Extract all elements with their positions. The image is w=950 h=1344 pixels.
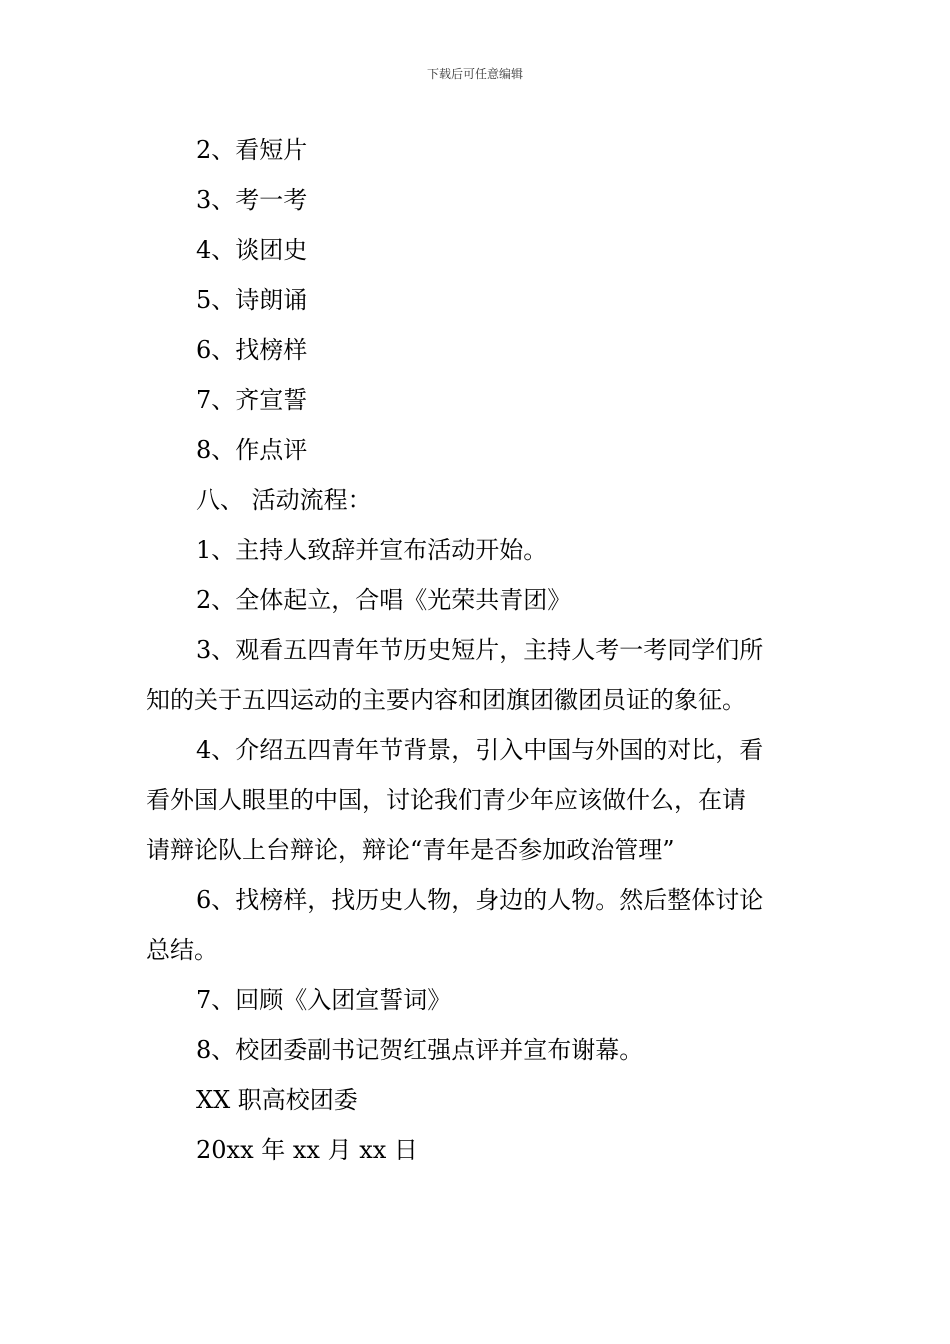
list-item: 8、作点评 [196, 436, 308, 464]
list-item: 6、找榜样 [196, 336, 308, 364]
step-7: 7、回顾《入团宣誓词》 [196, 986, 452, 1014]
list-item: 2、看短片 [196, 136, 308, 164]
step-6-line-2: 总结。 [146, 936, 218, 964]
page-header: 下载后可任意编辑 [426, 67, 523, 81]
signature-date: 20xx 年 xx 月 xx 日 [196, 1136, 418, 1164]
list-item: 7、齐宣誓 [196, 386, 308, 414]
list-item: 3、考一考 [196, 186, 308, 214]
list-item: 5、诗朗诵 [196, 286, 308, 314]
step-3-line-1: 3、观看五四青年节历史短片，主持人考一考同学们所 [196, 636, 764, 664]
step-1: 1、主持人致辞并宣布活动开始。 [196, 536, 548, 564]
document-body [146, 125, 808, 1175]
step-8: 8、校团委副书记贺红强点评并宣布谢幕。 [196, 1036, 644, 1064]
step-6-line-1: 6、找榜样，找历史人物，身边的人物。然后整体讨论 [196, 886, 764, 914]
step-2: 2、全体起立，合唱《光荣共青团》 [196, 586, 572, 614]
section-heading: 八、 活动流程： [196, 486, 372, 514]
step-3-line-2: 知的关于五四运动的主要内容和团旗团徽团员证的象征。 [146, 686, 746, 714]
step-4-line-1: 4、介绍五四青年节背景，引入中国与外国的对比，看 [196, 736, 764, 764]
signature-org: XX 职高校团委 [196, 1086, 358, 1114]
list-item: 4、谈团史 [196, 236, 308, 264]
step-4-line-2: 看外国人眼里的中国，讨论我们青少年应该做什么，在请 [146, 786, 746, 814]
step-4-line-3: 请辩论队上台辩论，辩论“青年是否参加政治管理” [146, 836, 675, 864]
